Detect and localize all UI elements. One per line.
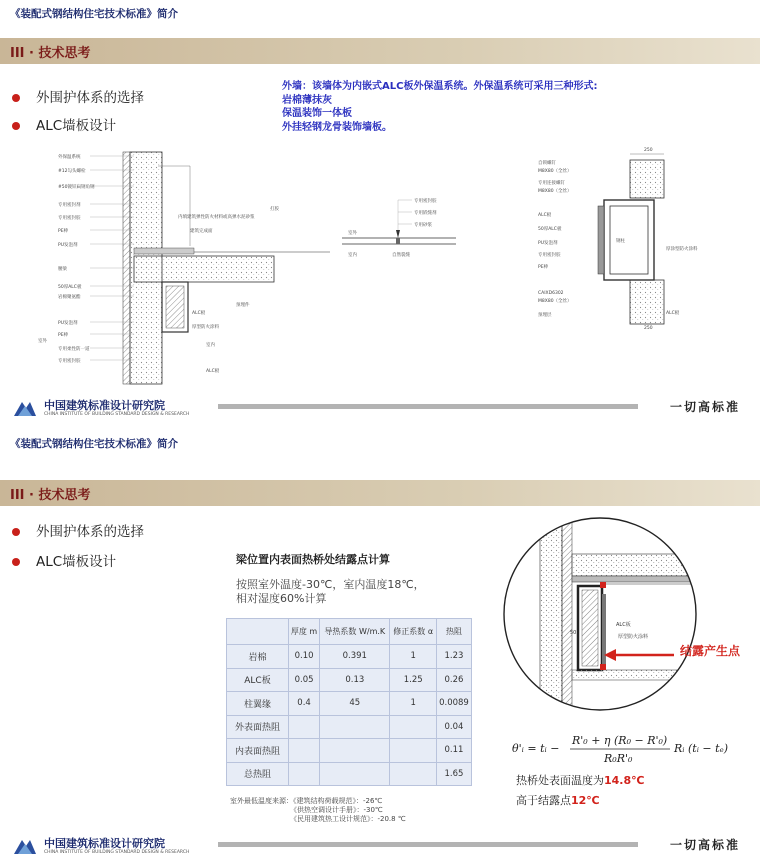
formula-render: [512, 728, 742, 768]
bullet-item: 外围护体系的选择: [12, 86, 144, 106]
svg-text:ALC板: ALC板: [192, 311, 206, 316]
section-band: [0, 480, 760, 506]
section-title: III · 技术思考: [10, 46, 91, 61]
section-band: [0, 38, 760, 64]
temperature-formula: [512, 728, 742, 771]
column-detail-drawing: [534, 146, 714, 332]
temperature-sources: 室外最低温度来源：《建筑结构荷载规范》：-26℃ 《供热空调设计手册》：-30℃ 《民用建筑热工设计规范》：-20.8 ℃: [230, 797, 406, 823]
svg-text:ALC板: ALC板: [666, 311, 680, 316]
doc-title: 《装配式钢结构住宅技术标准》简介: [10, 438, 178, 450]
svg-text:Rᵢ (tᵢ − tₑ): Rᵢ (tᵢ − tₑ): [674, 742, 729, 755]
joint-detail-drawing: [338, 180, 460, 272]
result-line-2: 高于结露点12℃: [516, 794, 600, 807]
svg-text:PE棒: PE棒: [58, 229, 69, 234]
footer-logo: 中国建筑标准设计研究院 CHINA INSTITUTE OF BUILDING STANDARD DESIGN & RESEARCH: [12, 398, 189, 418]
drawing1-right-labels: [178, 205, 279, 374]
calc-title: 梁位置内表面热桥处结露点计算: [236, 553, 390, 566]
result-line-1: 热桥处表面温度为14.8℃: [516, 774, 645, 787]
drawing1-left-labels: [38, 153, 95, 364]
svg-text:PU发泡剂: PU发泡剂: [58, 321, 78, 326]
svg-text:M8X80（全丝）: M8X80（全丝）: [538, 169, 572, 174]
svg-text:室外: 室外: [38, 339, 47, 344]
svg-text:室内: 室内: [206, 343, 215, 348]
svg-text:钢柱: 钢柱: [616, 239, 625, 244]
table-header-row: 厚度 m 导热系数 W/m.K 修正系数 α 热阻: [227, 619, 472, 645]
svg-text:ALC板: ALC板: [206, 369, 220, 374]
svg-text:专用密封胶: 专用密封胶: [538, 253, 561, 258]
footer-bar: [218, 842, 638, 847]
svg-text:50厚ALC板: 50厚ALC板: [538, 227, 562, 232]
condensation-callout: 结露产生点: [680, 644, 741, 658]
bullet-dot-icon: [12, 558, 20, 566]
bullet-dot-icon: [12, 122, 20, 130]
svg-text:CAIXD6302: CAIXD6302: [538, 291, 564, 296]
callout-arrow-icon: [604, 648, 674, 662]
bullet-item: 外围护体系的选择: [12, 520, 144, 540]
bullet-dot-icon: [12, 94, 20, 102]
svg-text:预埋件: 预埋件: [236, 303, 250, 308]
svg-text:50厚ALC板: 50厚ALC板: [58, 285, 82, 290]
svg-text:R₀R'₀: R₀R'₀: [604, 752, 633, 765]
svg-text:专用密封剂: 专用密封剂: [58, 203, 81, 208]
svg-text:专用密封胶: 专用密封胶: [58, 359, 81, 364]
svg-text:ALC板: ALC板: [538, 213, 552, 218]
calc-conditions: 按照室外温度-30℃，室内温度18℃， 相对湿度60%计算: [236, 578, 425, 605]
thermal-bridge-detail-drawing: [500, 514, 700, 714]
table-row: 柱翼缘 0.4 45 1 0.0089: [227, 692, 472, 716]
svg-text:腰梁: 腰梁: [58, 267, 67, 272]
footer-logo: 中国建筑标准设计研究院 CHINA INSTITUTE OF BUILDING STANDARD DESIGN & RESEARCH: [12, 836, 189, 856]
svg-text:专用柔性防一道: 专用柔性防一道: [58, 347, 90, 352]
svg-text:50: 50: [570, 630, 577, 636]
formula-text: [0, 430, 1, 431]
table-row: 内表面热阻 0.11: [227, 739, 472, 763]
wall-section-drawing: [30, 146, 330, 386]
svg-text:室内: 室内: [348, 253, 357, 258]
org-logo-icon: [12, 398, 38, 418]
svg-text:厚型防火涂料: 厚型防火涂料: [192, 325, 219, 330]
svg-text:自然裂缝: 自然裂缝: [392, 253, 410, 258]
svg-text:预埋层: 预埋层: [538, 313, 552, 318]
section-title: III · 技术思考: [10, 488, 91, 503]
svg-text:M8X80（全丝）: M8X80（全丝）: [538, 299, 572, 304]
svg-text:250: 250: [644, 326, 653, 331]
svg-text:#12勾头螺栓: #12勾头螺栓: [58, 169, 86, 174]
footer-slogan: 一切高标准: [669, 400, 740, 414]
table-row: 总热阻 1.65: [227, 762, 472, 786]
svg-text:PE棒: PE棒: [58, 333, 69, 338]
doc-title: 《装配式钢结构住宅技术标准》简介: [10, 8, 178, 20]
svg-text:自锁螺钉: 自锁螺钉: [538, 161, 556, 166]
svg-text:打胶: 打胶: [270, 207, 279, 212]
svg-text:PE棒: PE棒: [538, 265, 549, 270]
table-row: ALC板 0.05 0.13 1.25 0.26: [227, 668, 472, 692]
svg-text:专用密封胶: 专用密封胶: [414, 199, 437, 204]
bullet-item: ALC墙板设计: [12, 114, 116, 134]
svg-text:岩棉聚氨酯: 岩棉聚氨酯: [58, 295, 81, 300]
bullet-dot-icon: [12, 528, 20, 536]
table-row: 外表面热阻 0.04: [227, 715, 472, 739]
table-row: 岩棉 0.10 0.391 1 1.23: [227, 645, 472, 669]
footer-slogan: 一切高标准: [669, 838, 740, 852]
svg-text:250: 250: [644, 148, 653, 153]
wall-note: 外墙：该墙体为内嵌式ALC板外保温系统。外保温系统可采用三种形式: 岩棉薄抹灰 保温装饰一体板 外挂轻钢龙骨装饰墙板。: [282, 81, 598, 133]
slide-2: [0, 430, 760, 860]
footer-bar: [218, 404, 638, 409]
svg-text:专用砂浆: 专用砂浆: [414, 223, 432, 228]
svg-text:厚涂型防火涂料: 厚涂型防火涂料: [666, 247, 698, 252]
svg-text:PU发泡剂: PU发泡剂: [538, 241, 558, 246]
svg-text:外保温系统: 外保温系统: [58, 155, 81, 160]
svg-text:专用嵌缝剂: 专用嵌缝剂: [414, 211, 437, 216]
svg-text:专用密封胶: 专用密封胶: [58, 216, 81, 221]
svg-text:厚型防火涂料: 厚型防火涂料: [618, 634, 649, 640]
svg-text:内填建筑弹性防火材料或高弹水泥砂浆: 内填建筑弹性防火材料或高弹水泥砂浆: [178, 215, 255, 220]
svg-text:ALC板: ALC板: [616, 622, 631, 628]
svg-text:建筑完成面: 建筑完成面: [190, 229, 213, 234]
bullet-item: ALC墙板设计: [12, 550, 116, 570]
svg-text:R'₀ + η (R₀ − R'₀): R'₀ + η (R₀ − R'₀): [572, 734, 668, 747]
thermal-resistance-table: [226, 618, 472, 786]
svg-text:M8X80（全丝）: M8X80（全丝）: [538, 189, 572, 194]
org-logo-icon: [12, 836, 38, 856]
svg-text:#50镀锌扁钢角钢: #50镀锌扁钢角钢: [58, 185, 95, 190]
svg-text:室外: 室外: [348, 231, 357, 236]
svg-text:PU发泡剂: PU发泡剂: [58, 243, 78, 248]
svg-text:θ'ᵢ = tᵢ −: θ'ᵢ = tᵢ −: [512, 742, 560, 755]
drawing3-left-labels: [538, 159, 572, 318]
svg-text:专用连接螺钉: 专用连接螺钉: [538, 181, 565, 186]
